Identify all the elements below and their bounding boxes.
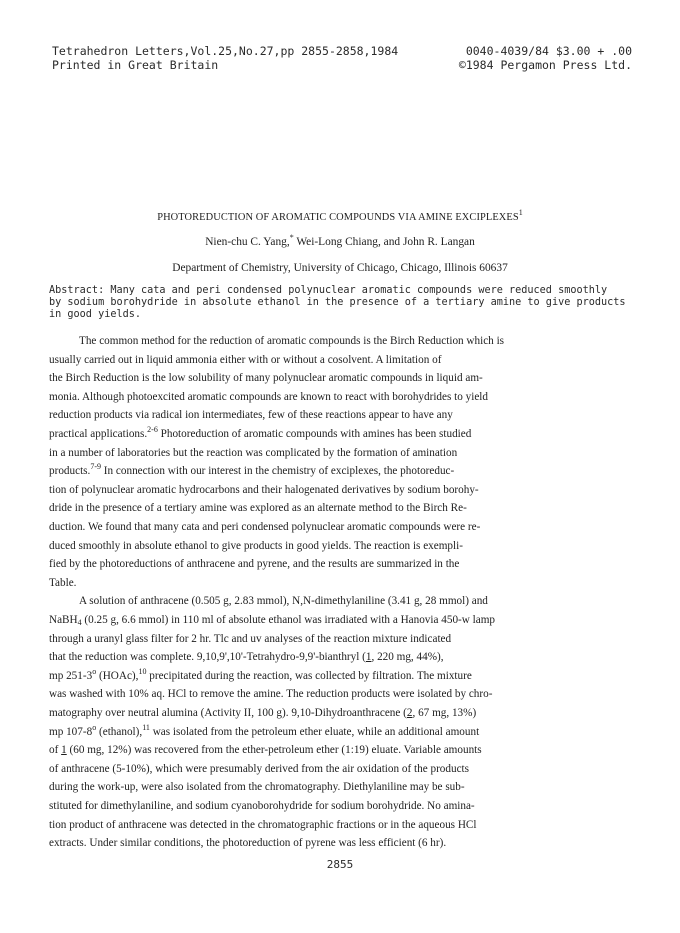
body-line: reduction products via radical ion intermediates, few of these reactions appear to have any — [49, 409, 453, 422]
copyright: ©1984 Pergamon Press Ltd. — [458, 58, 632, 72]
body-line: practical applications.$^{2-6}$ Photoreduction of aromatic compounds with amines has been studied — [49, 425, 472, 440]
body-line: usually carried out in liquid ammonia either with or without a cosolvent. A limitation of — [49, 353, 442, 366]
body-line: duced smoothly in absolute ethanol to give products in good yields. The reaction is exempli- — [49, 539, 463, 552]
body-line: duction. We found that many cata and peri condensed polynuclear aromatic compounds were re- — [49, 521, 481, 533]
journal-header — [52, 44, 632, 72]
reference-superscript: 11 — [142, 722, 150, 732]
body-line: The common method for the reduction of aromatic compounds is the Birch Reduction which is — [79, 335, 505, 347]
title-footnote-ref: 1 — [518, 208, 523, 217]
printed-in: Printed in Great Britain — [52, 58, 219, 72]
compound-number: 1 — [365, 651, 372, 664]
corresponding-author-mark: * — [289, 233, 294, 242]
degree-mark: o — [92, 666, 97, 676]
body-line: of 1 (60 mg, 12%) was recovered from the ether-petroleum ether (1:19) eluate. Variable amounts — [49, 744, 482, 757]
reference-superscript: 2-6 — [147, 425, 158, 434]
author-line — [0, 233, 680, 248]
body-line: was washed with 10% aq. HCl to remove the amine. The reduction products were isolated by chro- — [49, 688, 493, 701]
abstract-line: in good yields. — [49, 309, 142, 321]
abstract — [49, 285, 635, 322]
body-line: through a uranyl glass filter for 2 hr. Tlc and uv analyses of the reaction mixture indicated — [49, 632, 452, 645]
body-line: the Birch Reduction is the low solubility of many polynuclear aromatic compounds in liquid am- — [49, 372, 483, 385]
body-line: A solution of anthracene (0.505 g, 2.83 mmol), N,N-dimethylaniline (3.41 g, 28 mmol) and — [79, 595, 488, 608]
abstract-line: Abstract: Many cata and peri condensed polynuclear aromatic compounds were reduced smoothly — [49, 285, 608, 296]
body-line: Table. — [49, 576, 77, 589]
affiliation: Department of Chemistry, University of Chicago, Chicago, Illinois 60637 — [172, 262, 508, 274]
author-yang: Nien-chu C. Yang, — [205, 236, 290, 248]
body-line: stituted for dimethylaniline, and sodium cyanoborohydride for sodium borohydride. No amina- — [49, 800, 475, 812]
body-line: mp 251-3$^o$ (HOAc),$^{10}$ precipitated during the reaction, was collected by filtration. The mixture — [49, 666, 472, 682]
body-line: extracts. Under similar conditions, the photoreduction of pyrene was less efficient (6 hr). — [49, 837, 447, 850]
body-line: NaBH$_4$ (0.25 g, 6.6 mmol) in 110 ml of absolute ethanol was irradiated with a Hanovia 450-w lamp — [49, 614, 496, 627]
body-line: monia. Although photoexcited aromatic compounds are known to react with borohydrides to yield — [49, 390, 489, 403]
body-line: products.$^{7-9}$ In connection with our interest in the chemistry of exciplexes, the photoreduc- — [49, 462, 455, 478]
compound-number: 1 — [61, 744, 67, 757]
compound-number: 2 — [406, 707, 413, 719]
reference-superscript: 10 — [138, 666, 147, 676]
body-line: in a number of laboratories but the reaction was complicated by the formation of amination — [49, 446, 458, 459]
page-number: 2855 — [326, 858, 354, 871]
abstract-line: by sodium borohydride in absolute ethanol in the presence of a tertiary amine to give products — [49, 297, 626, 309]
title-text: PHOTOREDUCTION OF AROMATIC COMPOUNDS VIA AMINE EXCIPLEXES — [157, 212, 519, 223]
body-line: tion product of anthracene was detected in the chromatographic fractions or in the aqueous HCl — [49, 818, 477, 831]
body-line: tion of polynuclear aromatic hydrocarbons and their halogenated derivatives by sodium borohy- — [49, 483, 479, 496]
journal-issn-price: 0040-4039/84 $3.00 + .00 — [465, 44, 632, 58]
degree-mark: o — [92, 722, 97, 732]
body-line: dride in the presence of a tertiary amine was explored as an alternate method to the Birch Re- — [49, 502, 467, 515]
body-line: of anthracene (5-10%), which were presumably derived from the air oxidation of the products — [49, 762, 470, 775]
body-line: mp 107-8$^o$ (ethanol),$^{11}$ was isolated from the petroleum ether eluate, while an additional amount — [49, 722, 480, 738]
body-line: fied by the photoreductions of anthracene and pyrene, and the results are summarized in the — [49, 558, 460, 571]
reference-superscript: 7-9 — [90, 462, 101, 472]
subscript: 4 — [77, 618, 82, 627]
body-line: during the work-up, were also isolated from the chromatography. Diethylaniline may be sub- — [49, 781, 465, 794]
body-line: matography over neutral alumina (Activity II, 100 g). 9,10-Dihydroanthracene (2, 67 mg, 13%) — [49, 707, 477, 719]
other-authors: Wei-Long Chiang, and John R. Langan — [293, 236, 475, 248]
body-line: that the reduction was complete. 9,10,9',10'-Tetrahydro-9,9'-bianthryl (1, 220 mg, 44%), — [49, 651, 444, 664]
article-title — [0, 208, 680, 223]
journal-citation: Tetrahedron Letters,Vol.25,No.27,pp 2855-2858,1984 — [52, 44, 399, 58]
